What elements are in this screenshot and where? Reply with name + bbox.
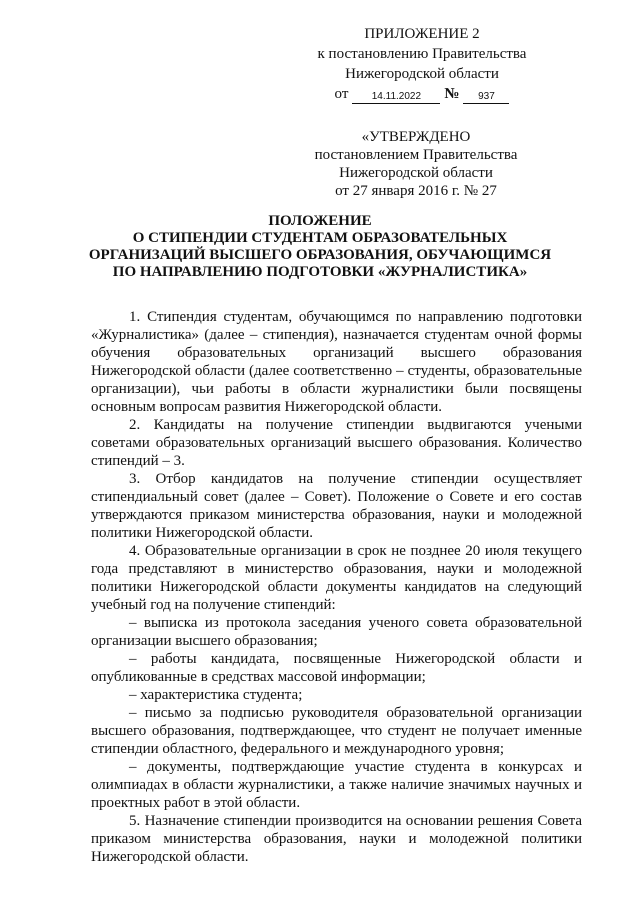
paragraph-2: 2. Кандидаты на получение стипендии выдвигаются учеными советами образовательных организаций высшего образования. Количество стипендий – 3. — [91, 417, 582, 469]
document-title — [80, 213, 560, 281]
list-item-4: – письмо за подписью руководителя образовательной организации высшего образования, подтверждающее, что студент не получает именные стипендии областного, федерального и международного уровня; — [91, 705, 582, 757]
list-item-5: – документы, подтверждающие участие студента в конкурсах и олимпиадах в области журналистики, а также наличие значимых научных и проектных работ в этой области. — [91, 759, 582, 811]
paragraph-3: 3. Отбор кандидатов на получение стипендии осуществляет стипендиальный совет (далее – Совет). Положение о Совете и его состав утверждаются приказом министерства образования, науки и молодежной политики Нижегородской области. — [91, 471, 582, 541]
paragraph-1: 1. Стипендия студентам, обучающимся по направлению подготовки «Журналистика» (далее – стипендия), назначается студентам очной формы обучения образовательных организаций высшего образования Нижегородской области (далее соответственно – студенты, образовательные организации), чьи работы в области журналистики были посвящены основным вопросам развития Нижегородской области. — [91, 309, 582, 415]
approved-label: «УТВЕРЖДЕНО — [361, 129, 471, 145]
approved-block — [300, 128, 532, 200]
appendix-region-line: Нижегородской области — [345, 66, 499, 82]
appendix-date-row — [302, 84, 542, 104]
number-sign: № — [444, 86, 460, 102]
title-line-1: ПОЛОЖЕНИЕ — [268, 213, 372, 229]
title-line-3: ОРГАНИЗАЦИЙ ВЫСШЕГО ОБРАЗОВАНИЯ, ОБУЧАЮЩИМСЯ — [88, 247, 552, 263]
appendix-ref-line: к постановлению Правительства — [317, 46, 527, 62]
decree-date: 14.11.2022 — [352, 91, 440, 104]
approved-region-line: Нижегородской области — [339, 165, 493, 181]
paragraph-4: 4. Образовательные организации в срок не позднее 20 июля текущего года представляют в министерство образования, науки и молодежной политики Нижегородской области документы кандидатов на следующий учебный год на получение стипендий: — [91, 543, 582, 613]
decree-number: 937 — [463, 91, 509, 104]
appendix-block — [302, 24, 542, 104]
document-body — [91, 308, 582, 866]
paragraph-5: 5. Назначение стипендии производится на основании решения Совета приказом министерства образования, науки и молодежной политики Нижегородской области. — [91, 813, 582, 865]
list-item-3: – характеристика студента; — [129, 687, 303, 703]
approved-date-line: от 27 января 2016 г. № 27 — [335, 183, 497, 199]
approved-by-line: постановлением Правительства — [314, 147, 518, 163]
title-line-2: О СТИПЕНДИИ СТУДЕНТАМ ОБРАЗОВАТЕЛЬНЫХ — [132, 230, 508, 246]
from-label: от — [334, 86, 349, 102]
list-item-2: – работы кандидата, посвященные Нижегородской области и опубликованные в средствах массовой информации; — [91, 651, 582, 685]
list-item-1: – выписка из протокола заседания ученого совета образовательной организации высшего образования; — [91, 615, 582, 649]
appendix-label: ПРИЛОЖЕНИЕ 2 — [364, 26, 480, 42]
title-line-4: ПО НАПРАВЛЕНИЮ ПОДГОТОВКИ «ЖУРНАЛИСТИКА» — [112, 264, 528, 280]
